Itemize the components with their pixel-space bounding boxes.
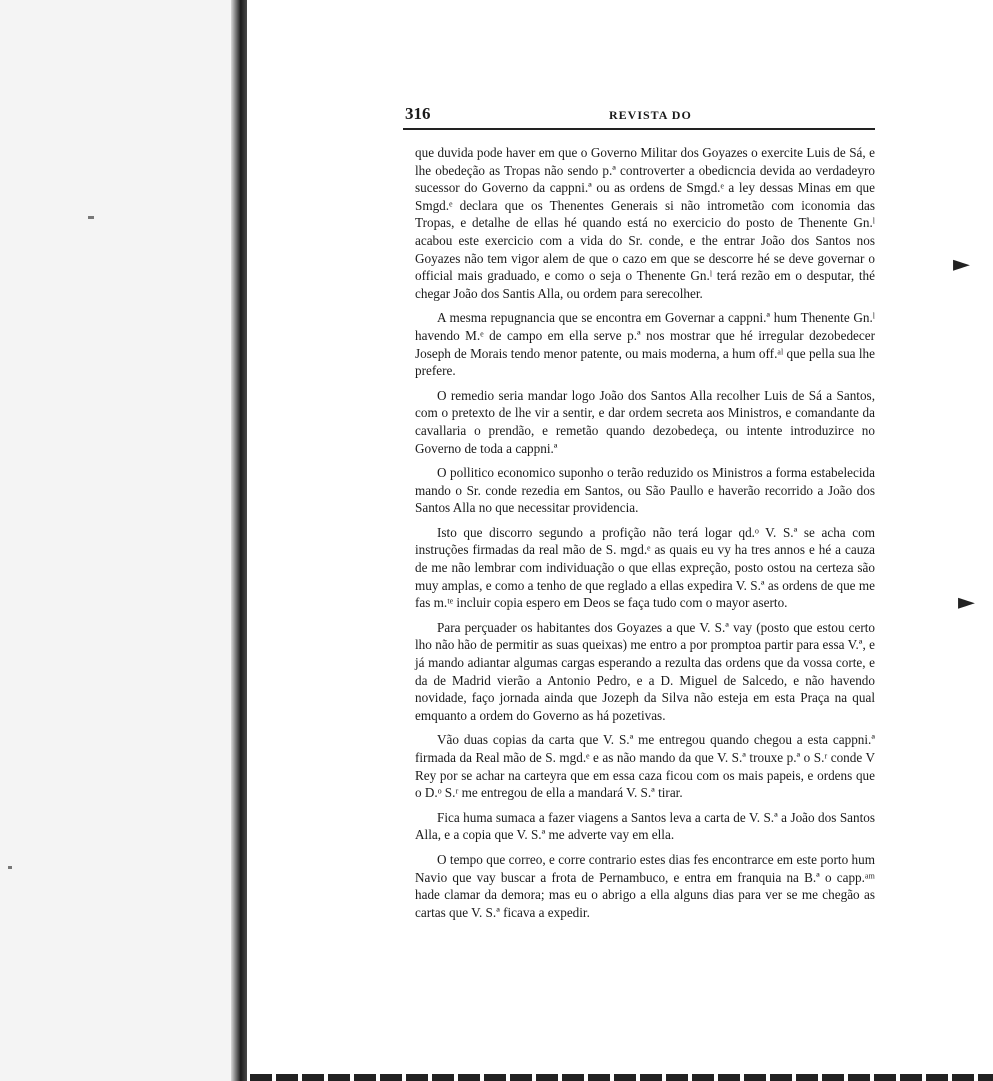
paragraph: Vão duas copias da carta que V. S.ª me entregou quando chegou a esta cappni.ª firmada da Real mão de S. mgd.ᵉ e as não mando da que V. S.ª trouxe p.ª o S.ʳ conde V Rey por se achar na carteyra que em essa caza ficou com os mais papeis, e ordens que o D.ᵒ S.ʳ me entregou de ella a mandará V. S.ª tirar. bbox=[415, 732, 875, 801]
page-body bbox=[415, 144, 875, 921]
running-title: REVISTA DO bbox=[609, 108, 692, 122]
book-page bbox=[397, 100, 877, 928]
margin-pointer-mark: ► bbox=[958, 590, 975, 615]
paragraph: Isto que discorro segundo a profição não terá logar qd.ᵒ V. S.ª se acha com instruções firmadas da real mão de S. mgd.ᵉ as quais eu vy ha tres annos e hé a cauza de me não lembrar com individuação o que ellas expreção, posto ostou na certeza são muy amplas, e como a tenho de que reglado a ellas expedira V. S.ª as ordens de que me fas m.ᵗᵉ incluir copia espero em Deos se faça tudo com o mayor aserto. bbox=[415, 524, 875, 611]
paragraph: Fica huma sumaca a fazer viagens a Santos leva a carta de V. S.ª a João dos Santos Alla, e a copia que V. S.ª me adverte vay em ella. bbox=[415, 809, 875, 843]
paragraph: O pollitico economico suponho o terão reduzido os Ministros a forma estabelecida mando o Sr. conde rezedia em Santos, ou São Paullo e haverão recorrido a João dos Santos Alla no que necessitar providencia. bbox=[415, 465, 875, 516]
paragraph: O remedio seria mandar logo João dos Santos Alla recolher Luis de Sá a Santos, com o pretexto de lhe vir a sentir, e dar ordem secreta aos Ministros, e comandante da cavallaria o prendão, e remetão quando dezobedeça, ou intente introduzirce no Governo de toda a cappni.ª bbox=[415, 387, 875, 456]
scan-bottom-edge bbox=[250, 1074, 993, 1081]
paragraph: A mesma repugnancia que se encontra em Governar a cappni.ª hum Thenente Gn.ˡ havendo M.ᵉ de campo em ella serve p.ª nos mostrar que hé irregular dezobedecer Joseph de Morais tendo menor patente, ou mais moderna, a hum off.ᵃˡ que pella sua lhe prefere. bbox=[415, 310, 875, 379]
paragraph: O tempo que correo, e corre contrario estes dias fes encontrarce em este porto hum Navio que vay buscar a frota de Pernambuco, e entra em franquia na B.ª o capp.ᵃᵐ hade clamar da demora; mas eu o abrigo a ella alguns dias para ver se me chegão as cartas que V. S.ª ficava a expedir. bbox=[415, 851, 875, 920]
page-number: 316 bbox=[405, 104, 431, 123]
scan-left-margin bbox=[0, 0, 245, 1081]
paragraph: que duvida pode haver em que o Governo Militar dos Goyazes o exercite Luis de Sá, e lhe obedeção as Tropas não sendo p.ª controverter a obedicncia devida ao verdadeyro sucessor do Governo da cappni.ª ou as ordens de Smgd.ᵉ a ley dessas Minas em que Smgd.ᵉ declara que os Thenentes Generais si não intrometão com iconomia das Tropas, e detalhe de ellas hé quando está no exercicio do posto de Thenente Gn.ˡ acabou este exercicio com a vida do Sr. conde, e the entrar João dos Santos nos Goyazes não tem vigor alem de que o cazo em que se descorre hé se deve governar o official mais graduado, e como o seja o Thenente Gn.ˡ terá rezão em o desputar, thé chegar João dos Santis Alla, ou ordem para serecolher. bbox=[415, 145, 875, 301]
header-rule bbox=[403, 128, 875, 130]
scan-speck bbox=[8, 866, 12, 869]
book-gutter-shadow bbox=[231, 0, 247, 1081]
paragraph: Para perçuader os habitantes dos Goyazes a que V. S.ª vay (posto que estou certo lho não hão de permitir as suas queixas) me entro a por promptoa partir para essa V.ª, e já mando adiantar algumas cargas esperando a rezulta das ordens que da vossa corte, e da de Madrid vierão a Antonio Pedro, e a D. Miguel de Salcedo, e não havendo novidade, faço jornada ainda que Jozeph da Silva não esteja em esta Praça na qual emquanto a ordem do Governo as há pozetivas. bbox=[415, 619, 875, 723]
margin-pointer-mark: ► bbox=[953, 252, 970, 277]
scan-speck bbox=[88, 216, 94, 219]
page-header bbox=[397, 100, 877, 128]
